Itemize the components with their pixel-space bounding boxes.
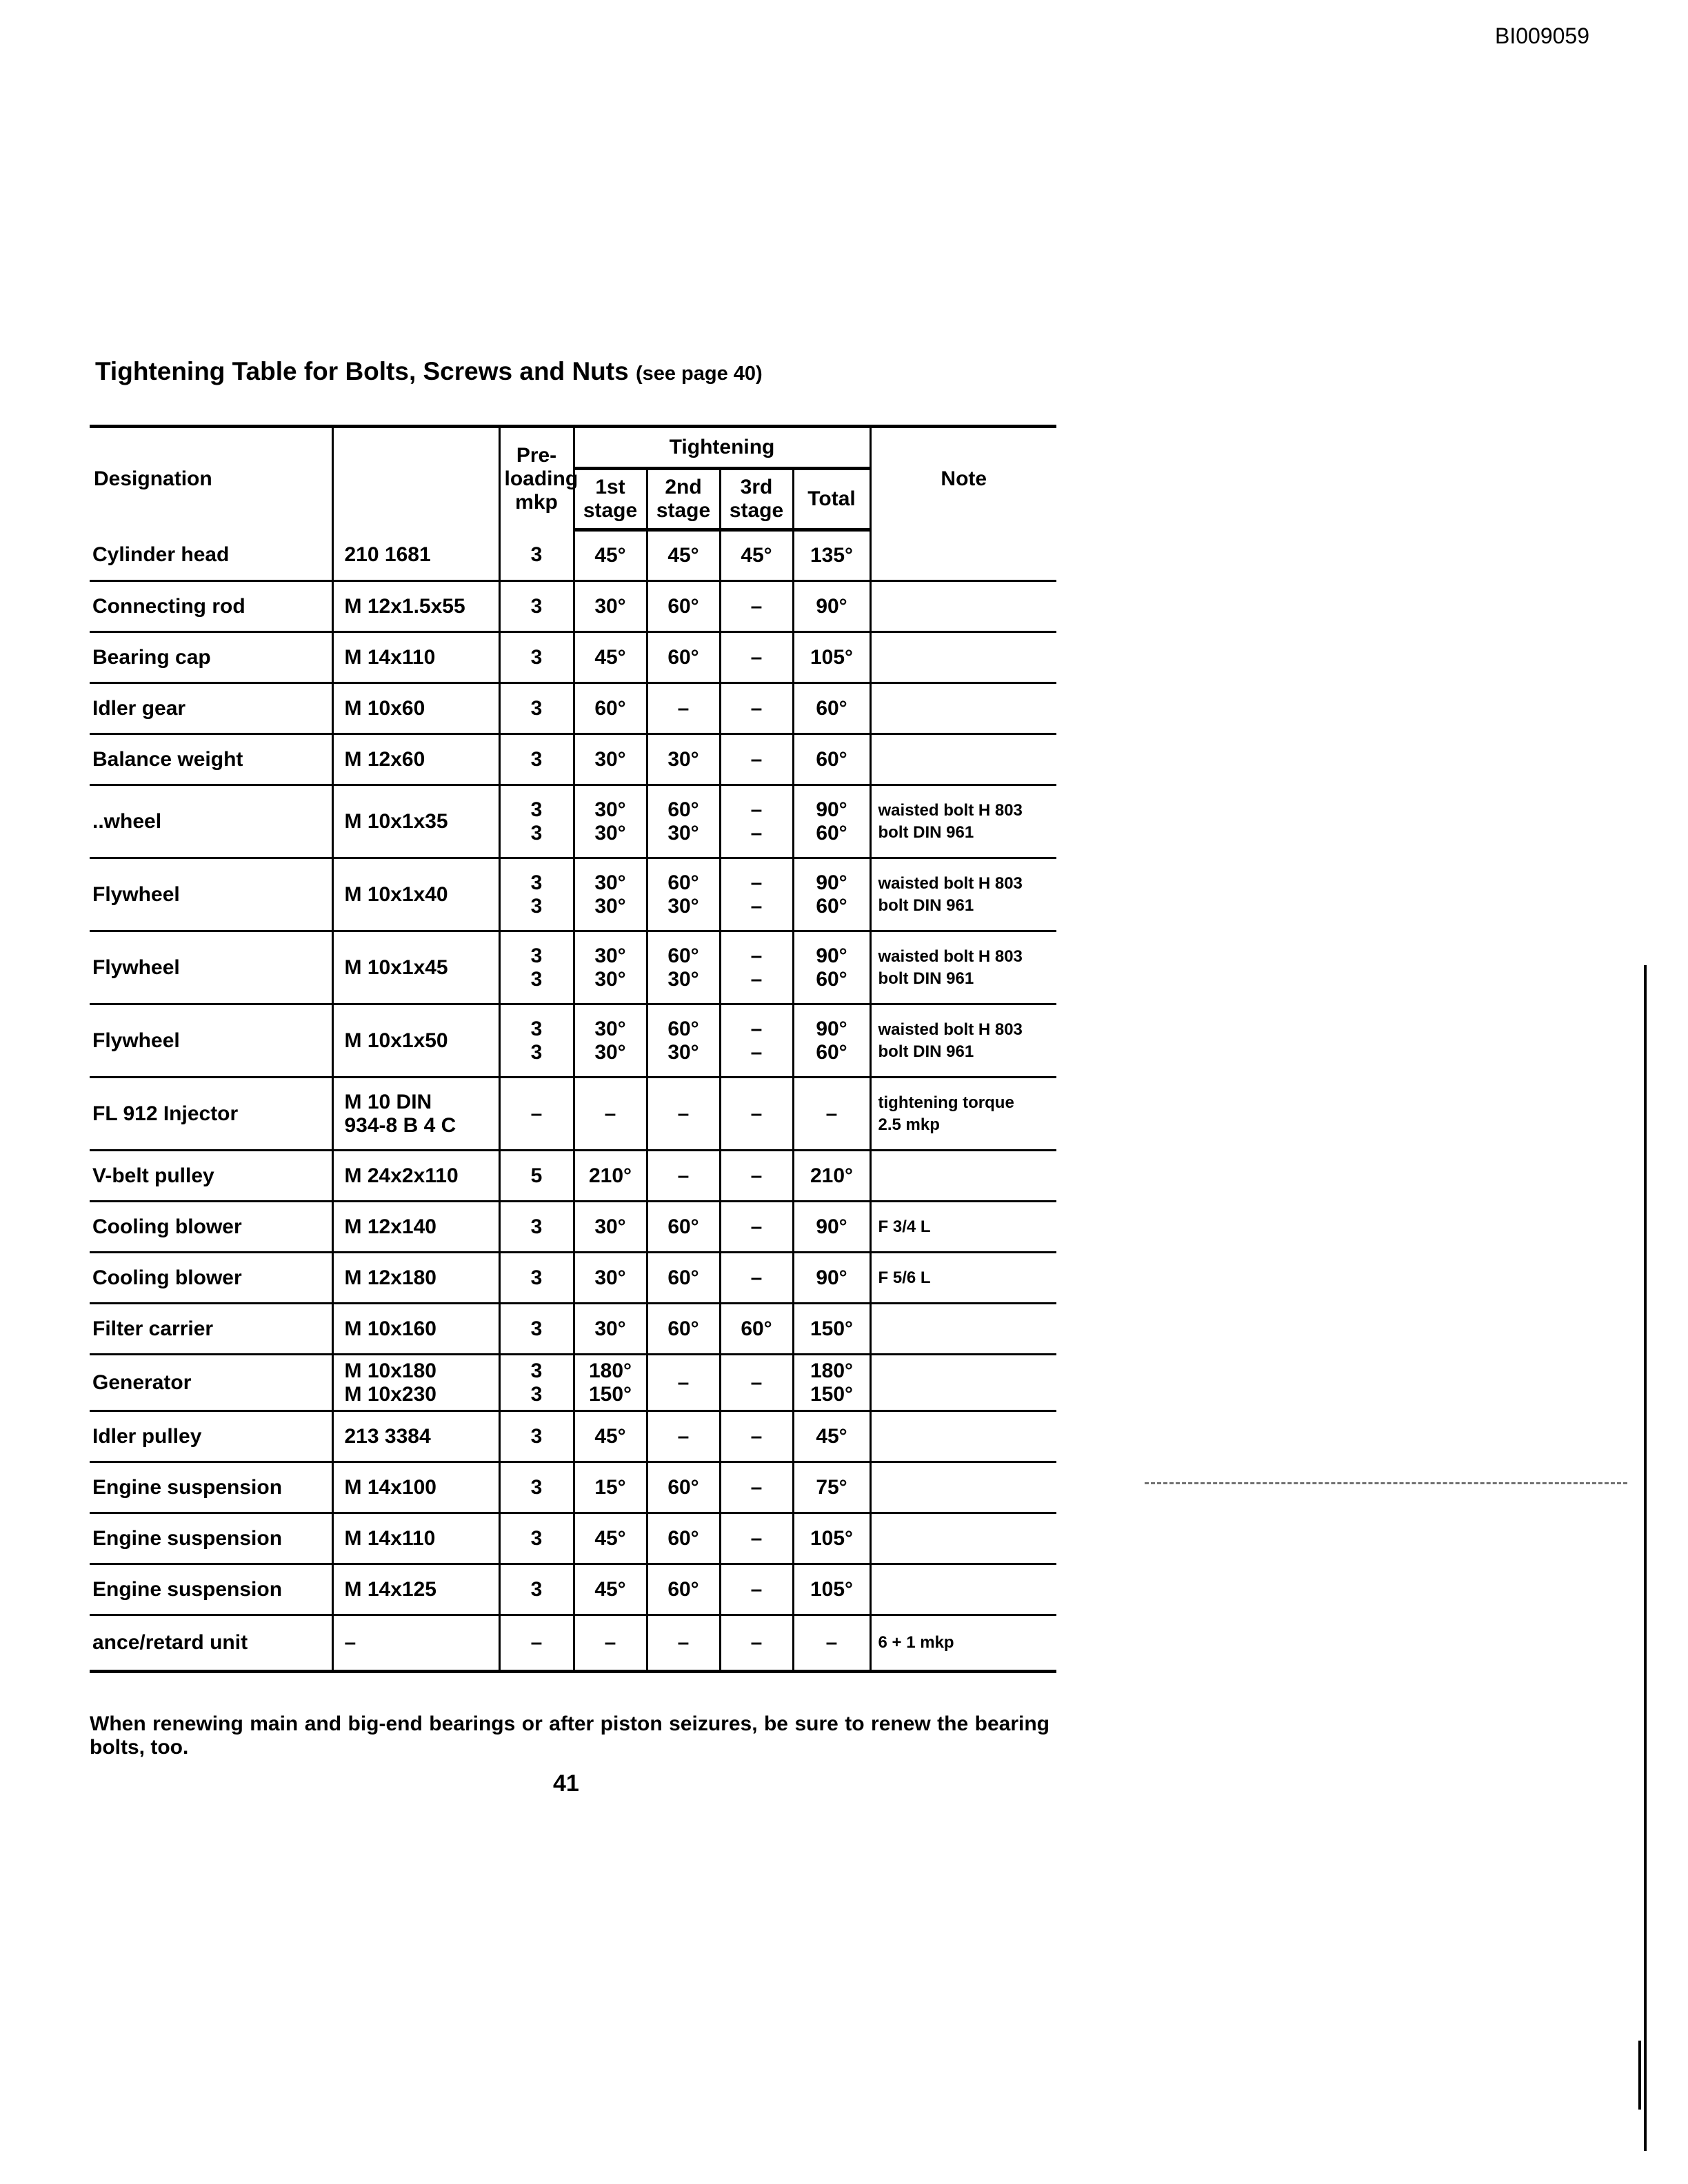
row-spec: M 10x180 M 10x230	[332, 1355, 499, 1411]
row-total: –	[793, 1615, 870, 1672]
row-total: 90°	[793, 1202, 870, 1253]
header-stage-3: 3rd stage	[720, 469, 793, 530]
row-preloading: 3	[499, 1253, 574, 1304]
row-stage-3: –	[720, 1564, 793, 1615]
row-designation: Engine suspension	[90, 1462, 332, 1513]
row-stage-3: –	[720, 1078, 793, 1151]
row-stage-1: 30° 30°	[574, 1004, 647, 1078]
row-spec: M 24x2x110	[332, 1151, 499, 1202]
row-spec: M 10x160	[332, 1304, 499, 1355]
row-stage-2: –	[647, 683, 720, 734]
table-row	[90, 785, 1056, 858]
row-stage-2: 60°	[647, 1513, 720, 1564]
row-note: waisted bolt H 803 bolt DIN 961	[870, 785, 1056, 858]
row-total: 105°	[793, 632, 870, 683]
row-designation: Engine suspension	[90, 1513, 332, 1564]
table-row	[90, 858, 1056, 931]
row-stage-2: 60°	[647, 581, 720, 632]
row-stage-1: 210°	[574, 1151, 647, 1202]
row-total: –	[793, 1078, 870, 1151]
row-preloading: 3	[499, 1304, 574, 1355]
row-designation: Cooling blower	[90, 1202, 332, 1253]
row-note: waisted bolt H 803 bolt DIN 961	[870, 931, 1056, 1004]
table-body	[90, 530, 1056, 1672]
row-total: 60°	[793, 734, 870, 785]
row-stage-3: 60°	[720, 1304, 793, 1355]
scan-artifact-dash	[1145, 1482, 1627, 1484]
row-stage-2: –	[647, 1355, 720, 1411]
row-designation: V-belt pulley	[90, 1151, 332, 1202]
row-stage-2: 45°	[647, 530, 720, 581]
row-note	[870, 1355, 1056, 1411]
row-note	[870, 632, 1056, 683]
row-preloading: 3	[499, 734, 574, 785]
row-stage-3: –	[720, 683, 793, 734]
header-total: Total	[793, 469, 870, 530]
row-preloading: 3 3	[499, 858, 574, 931]
row-stage-1: 30°	[574, 581, 647, 632]
row-designation: FL 912 Injector	[90, 1078, 332, 1151]
page-title	[95, 357, 763, 386]
row-preloading: 3	[499, 1411, 574, 1462]
row-total: 210°	[793, 1151, 870, 1202]
row-stage-3: – –	[720, 858, 793, 931]
row-designation: Cylinder head	[90, 530, 332, 581]
row-preloading: –	[499, 1615, 574, 1672]
row-stage-2: –	[647, 1078, 720, 1151]
row-stage-3: –	[720, 1202, 793, 1253]
row-note	[870, 530, 1056, 581]
table-row	[90, 581, 1056, 632]
row-preloading: 3 3	[499, 785, 574, 858]
row-spec: M 10x1x40	[332, 858, 499, 931]
row-stage-1: 15°	[574, 1462, 647, 1513]
row-total: 45°	[793, 1411, 870, 1462]
row-total: 105°	[793, 1564, 870, 1615]
row-total: 60°	[793, 683, 870, 734]
title-main: Tightening Table for Bolts, Screws and Nuts	[95, 357, 629, 385]
row-stage-1: 30° 30°	[574, 931, 647, 1004]
row-note: waisted bolt H 803 bolt DIN 961	[870, 858, 1056, 931]
row-total: 180° 150°	[793, 1355, 870, 1411]
row-stage-2: 60°	[647, 632, 720, 683]
table-row	[90, 1078, 1056, 1151]
row-stage-1: 30°	[574, 1202, 647, 1253]
row-stage-3: –	[720, 1411, 793, 1462]
row-designation: Cooling blower	[90, 1253, 332, 1304]
tightening-table	[90, 425, 1056, 1673]
row-stage-1: 30° 30°	[574, 785, 647, 858]
row-designation: Filter carrier	[90, 1304, 332, 1355]
row-total: 90° 60°	[793, 931, 870, 1004]
row-stage-2: 60°	[647, 1304, 720, 1355]
row-stage-1: 45°	[574, 1564, 647, 1615]
row-preloading: 3	[499, 683, 574, 734]
row-designation: Flywheel	[90, 858, 332, 931]
row-stage-3: –	[720, 1253, 793, 1304]
row-note: F 5/6 L	[870, 1253, 1056, 1304]
row-note: waisted bolt H 803 bolt DIN 961	[870, 1004, 1056, 1078]
row-stage-3: –	[720, 632, 793, 683]
row-total: 90° 60°	[793, 785, 870, 858]
row-spec: 213 3384	[332, 1411, 499, 1462]
header-stage-2: 2nd stage	[647, 469, 720, 530]
row-note: 6 + 1 mkp	[870, 1615, 1056, 1672]
row-total: 150°	[793, 1304, 870, 1355]
row-stage-2: 60°	[647, 1462, 720, 1513]
row-note: tightening torque 2.5 mkp	[870, 1078, 1056, 1151]
row-stage-2: 60° 30°	[647, 931, 720, 1004]
table-row	[90, 1004, 1056, 1078]
header-preloading: Pre- loading mkp	[499, 427, 574, 530]
table-row	[90, 1304, 1056, 1355]
row-stage-3: – –	[720, 931, 793, 1004]
row-stage-1: 45°	[574, 1513, 647, 1564]
row-note	[870, 683, 1056, 734]
row-designation: Connecting rod	[90, 581, 332, 632]
row-stage-3: –	[720, 1615, 793, 1672]
table-row	[90, 632, 1056, 683]
table-row	[90, 683, 1056, 734]
row-stage-2: –	[647, 1615, 720, 1672]
table-row	[90, 1615, 1056, 1672]
row-designation: Idler pulley	[90, 1411, 332, 1462]
row-stage-1: –	[574, 1615, 647, 1672]
row-spec: M 10 DIN 934-8 B 4 C	[332, 1078, 499, 1151]
row-spec: M 14x110	[332, 1513, 499, 1564]
page-number: 41	[553, 1770, 579, 1797]
row-spec: M 10x1x45	[332, 931, 499, 1004]
row-preloading: 3	[499, 581, 574, 632]
row-total: 75°	[793, 1462, 870, 1513]
table-row	[90, 1355, 1056, 1411]
row-preloading: 3	[499, 1564, 574, 1615]
row-preloading: 3 3	[499, 1004, 574, 1078]
document-id: BI009059	[1495, 23, 1590, 48]
row-stage-1: 30°	[574, 1304, 647, 1355]
row-stage-3: –	[720, 1462, 793, 1513]
row-spec: M 10x60	[332, 683, 499, 734]
row-stage-1: 30°	[574, 1253, 647, 1304]
scan-edge-line	[1644, 965, 1647, 2151]
footnote: When renewing main and big-end bearings or after piston seizures, be sure to renew the bearing bolts, too.	[90, 1712, 1049, 1759]
row-designation: Engine suspension	[90, 1564, 332, 1615]
row-spec: M 14x125	[332, 1564, 499, 1615]
table-row	[90, 1411, 1056, 1462]
row-stage-1: 30° 30°	[574, 858, 647, 931]
table-row	[90, 931, 1056, 1004]
table-row	[90, 734, 1056, 785]
row-stage-2: 60°	[647, 1253, 720, 1304]
row-designation: Flywheel	[90, 931, 332, 1004]
row-preloading: –	[499, 1078, 574, 1151]
row-designation: Idler gear	[90, 683, 332, 734]
row-spec: M 12x1.5x55	[332, 581, 499, 632]
row-designation: ance/retard unit	[90, 1615, 332, 1672]
row-stage-1: 45°	[574, 530, 647, 581]
row-preloading: 3 3	[499, 1355, 574, 1411]
row-spec: M 10x1x35	[332, 785, 499, 858]
row-stage-2: 60°	[647, 1202, 720, 1253]
row-total: 105°	[793, 1513, 870, 1564]
row-spec: M 14x110	[332, 632, 499, 683]
row-preloading: 5	[499, 1151, 574, 1202]
row-stage-3: –	[720, 1513, 793, 1564]
row-stage-3: –	[720, 1355, 793, 1411]
row-spec: M 12x140	[332, 1202, 499, 1253]
row-note	[870, 1304, 1056, 1355]
row-stage-3: –	[720, 1151, 793, 1202]
row-stage-3: – –	[720, 1004, 793, 1078]
header-spec	[332, 427, 499, 530]
row-designation: Balance weight	[90, 734, 332, 785]
row-note	[870, 1564, 1056, 1615]
row-preloading: 3	[499, 530, 574, 581]
row-stage-1: 45°	[574, 632, 647, 683]
row-stage-1: 60°	[574, 683, 647, 734]
row-preloading: 3	[499, 1462, 574, 1513]
scan-edge-line-lower	[1638, 2041, 1641, 2110]
row-total: 90° 60°	[793, 858, 870, 931]
row-designation: Bearing cap	[90, 632, 332, 683]
row-note	[870, 734, 1056, 785]
row-total: 90°	[793, 581, 870, 632]
table-row	[90, 1462, 1056, 1513]
row-stage-3: –	[720, 581, 793, 632]
row-designation: Flywheel	[90, 1004, 332, 1078]
row-spec: 210 1681	[332, 530, 499, 581]
row-note	[870, 581, 1056, 632]
row-spec: M 12x60	[332, 734, 499, 785]
header-designation: Designation	[90, 427, 332, 530]
row-spec: M 12x180	[332, 1253, 499, 1304]
row-note	[870, 1151, 1056, 1202]
table-row	[90, 530, 1056, 581]
row-stage-3: –	[720, 734, 793, 785]
row-stage-2: 60° 30°	[647, 785, 720, 858]
table-row	[90, 1253, 1056, 1304]
row-designation: ..wheel	[90, 785, 332, 858]
row-note	[870, 1411, 1056, 1462]
row-stage-2: –	[647, 1151, 720, 1202]
row-spec: M 14x100	[332, 1462, 499, 1513]
title-page-reference: (see page 40)	[635, 363, 763, 385]
row-stage-1: 30°	[574, 734, 647, 785]
row-stage-2: 30°	[647, 734, 720, 785]
row-stage-1: –	[574, 1078, 647, 1151]
header-note: Note	[870, 427, 1056, 530]
row-preloading: 3	[499, 632, 574, 683]
row-note	[870, 1462, 1056, 1513]
row-stage-2: 60°	[647, 1564, 720, 1615]
header-tightening: Tightening	[574, 427, 870, 469]
row-preloading: 3	[499, 1513, 574, 1564]
row-note: F 3/4 L	[870, 1202, 1056, 1253]
row-spec: –	[332, 1615, 499, 1672]
row-note	[870, 1513, 1056, 1564]
row-designation: Generator	[90, 1355, 332, 1411]
table-row	[90, 1202, 1056, 1253]
header-stage-1: 1st stage	[574, 469, 647, 530]
row-total: 90° 60°	[793, 1004, 870, 1078]
row-stage-2: –	[647, 1411, 720, 1462]
row-spec: M 10x1x50	[332, 1004, 499, 1078]
row-stage-3: – –	[720, 785, 793, 858]
row-preloading: 3 3	[499, 931, 574, 1004]
row-stage-2: 60° 30°	[647, 858, 720, 931]
table-row	[90, 1564, 1056, 1615]
row-stage-1: 45°	[574, 1411, 647, 1462]
row-preloading: 3	[499, 1202, 574, 1253]
table-row	[90, 1151, 1056, 1202]
row-total: 135°	[793, 530, 870, 581]
row-stage-2: 60° 30°	[647, 1004, 720, 1078]
row-total: 90°	[793, 1253, 870, 1304]
row-stage-1: 180° 150°	[574, 1355, 647, 1411]
row-stage-3: 45°	[720, 530, 793, 581]
table-row	[90, 1513, 1056, 1564]
